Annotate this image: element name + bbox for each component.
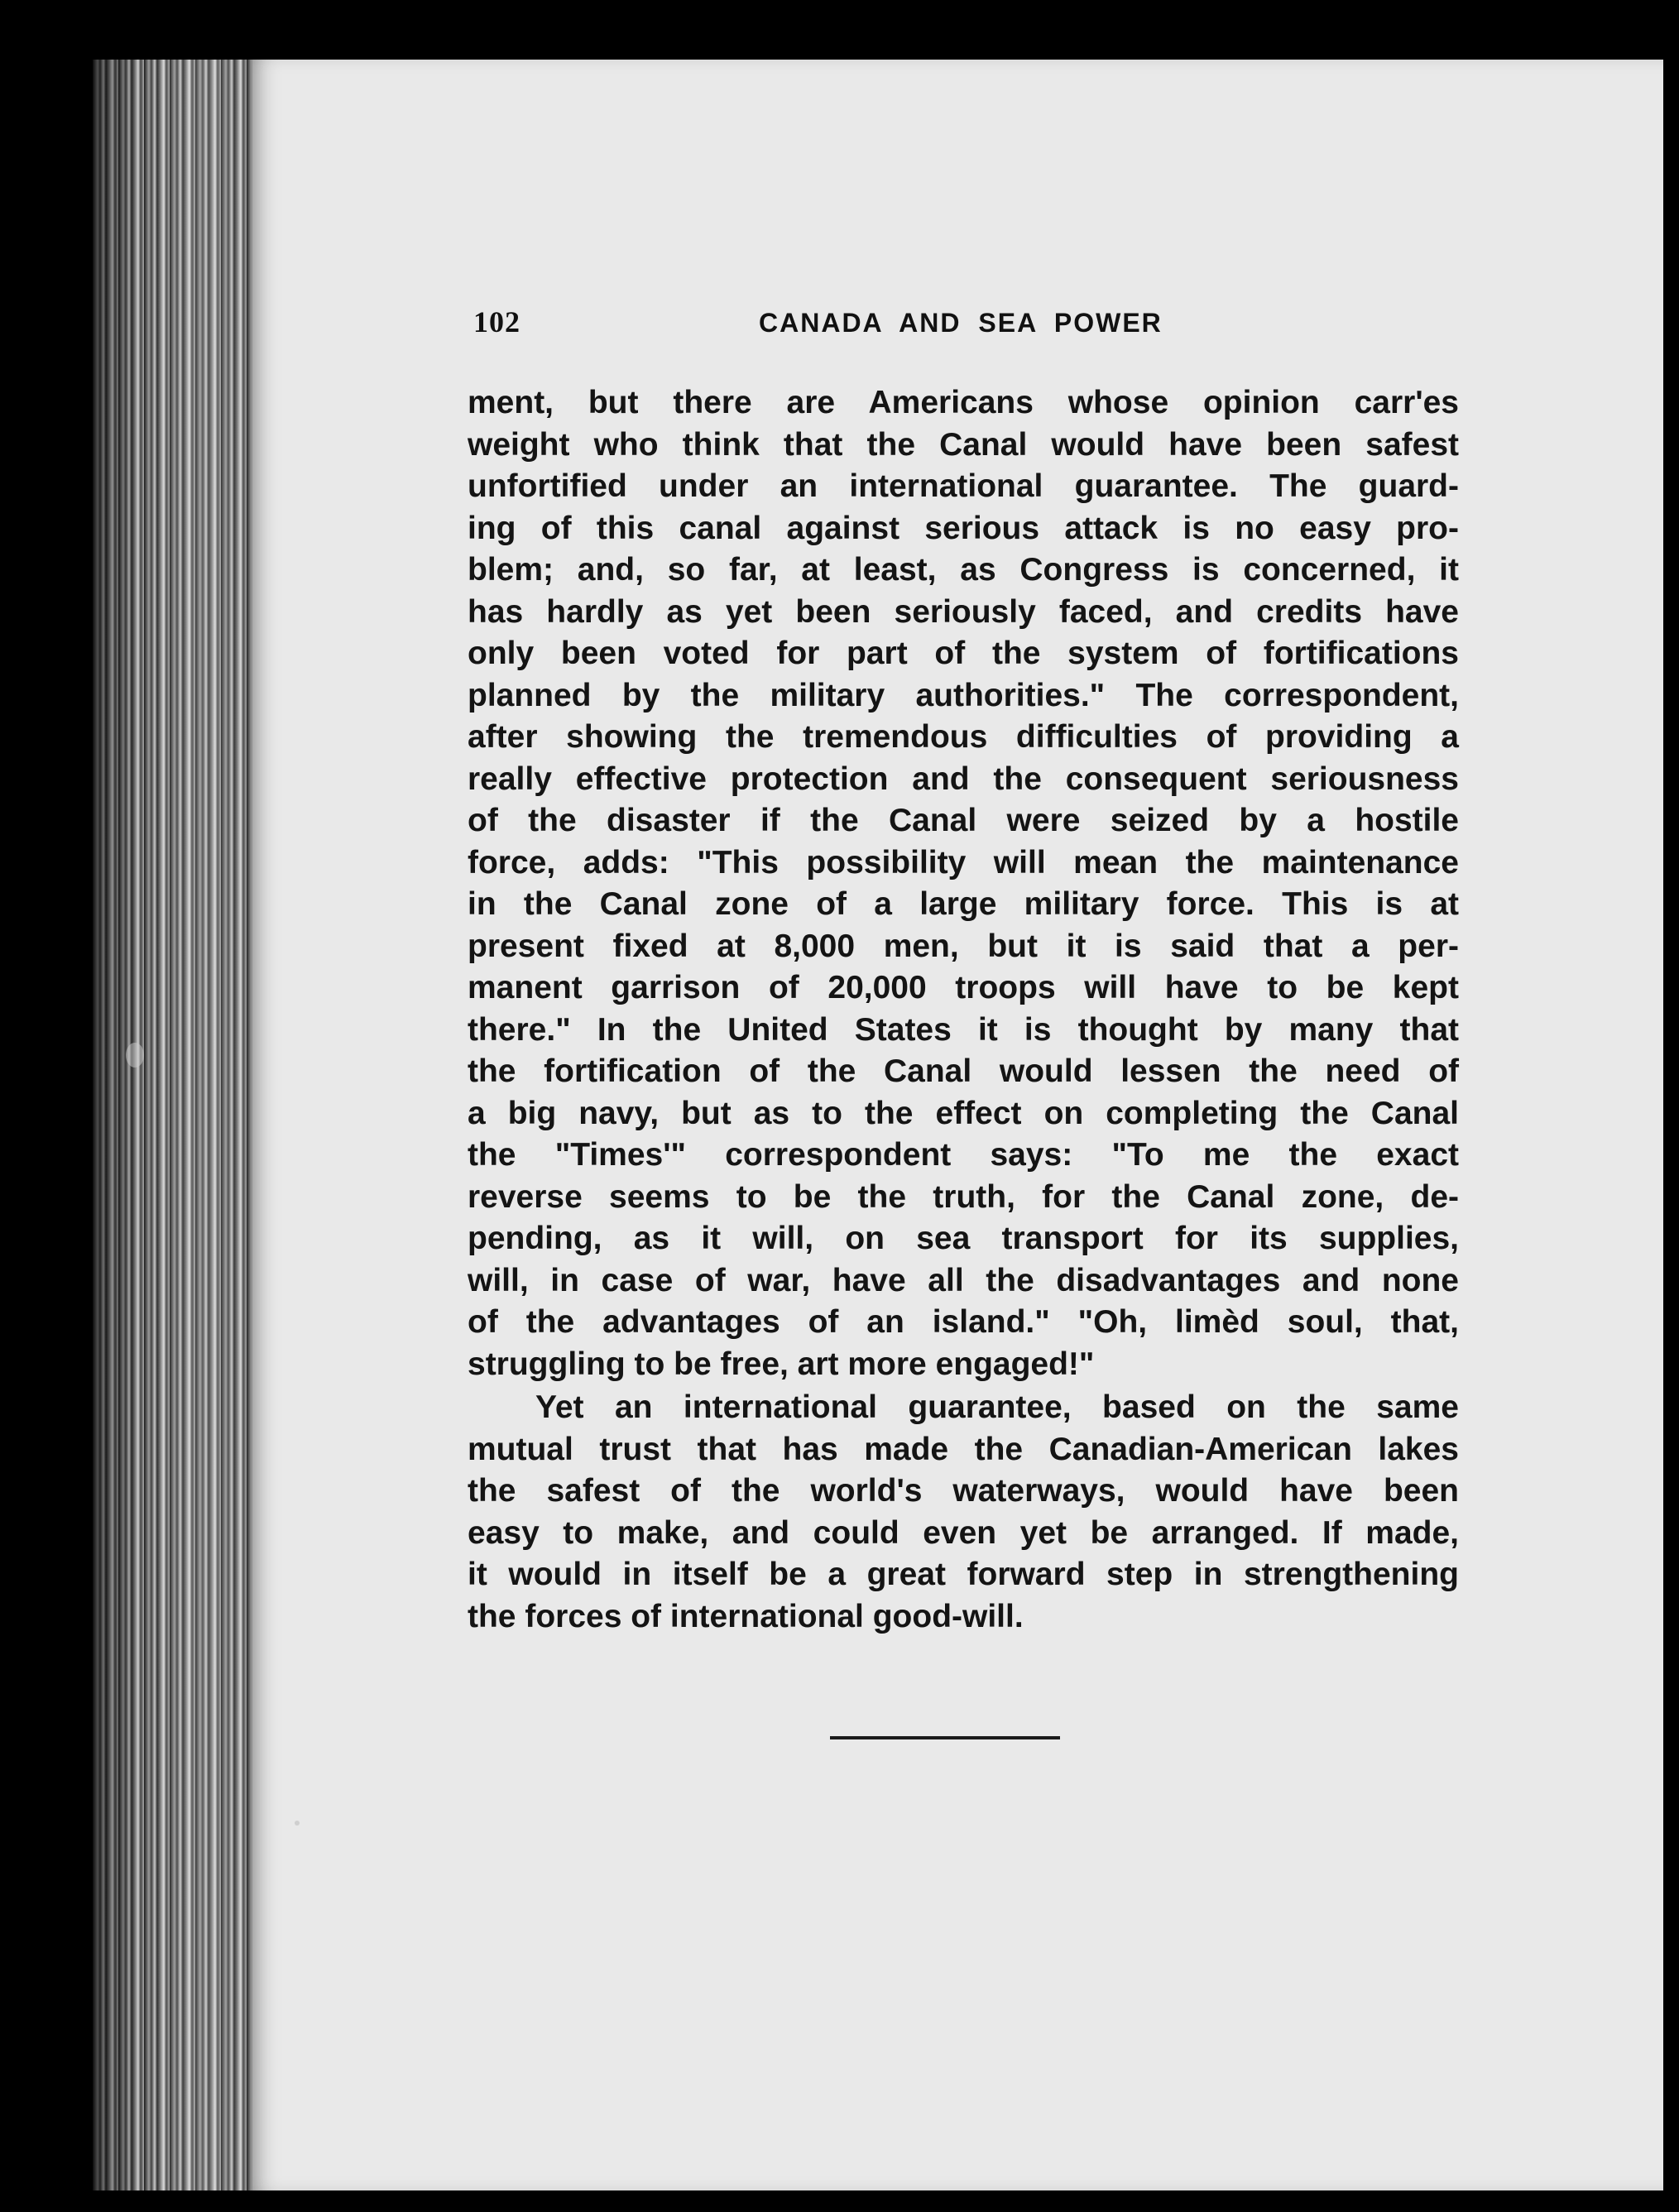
text-line: pending, as it will, on sea transport for its supplies,	[468, 1221, 1459, 1256]
text-line: the safest of the world's waterways, would have been	[468, 1473, 1459, 1509]
text-line: the forces of international good-will.	[468, 1598, 1024, 1634]
scan-speck	[295, 1821, 300, 1826]
body-text	[468, 382, 1459, 1638]
text-line: unfortified under an international guarantee. The guard-	[468, 468, 1459, 504]
page-edges-shading	[93, 60, 258, 2190]
text-line: ment, but there are Americans whose opinion carr'es	[468, 385, 1459, 420]
text-line: the "Times'" correspondent says: "To me the exact	[468, 1137, 1459, 1173]
text-line: mutual trust that has made the Canadian-American lakes	[468, 1431, 1459, 1467]
text-line: struggling to be free, art more engaged!"	[468, 1346, 1095, 1382]
text-line: present fixed at 8,000 men, but it is said that a per-	[468, 928, 1459, 964]
text-line: manent garrison of 20,000 troops will have to be kept	[468, 970, 1459, 1005]
page-header	[473, 305, 1301, 354]
running-head: CANADA AND SEA POWER	[759, 308, 1163, 338]
text-line: really effective protection and the consequent seriousness	[468, 761, 1459, 797]
text-line: in the Canal zone of a large military force. This is at	[468, 886, 1459, 922]
text-line: the fortification of the Canal would lessen the need of	[468, 1053, 1459, 1089]
paragraph	[468, 1387, 1459, 1638]
paragraph	[468, 382, 1459, 1385]
text-line: of the disaster if the Canal were seized by a hostile	[468, 803, 1459, 838]
text-line: blem; and, so far, at least, as Congress is concerned, it	[468, 552, 1459, 588]
text-line: will, in case of war, have all the disadvantages and none	[468, 1262, 1459, 1298]
scan-speck	[126, 1043, 144, 1068]
text-line: planned by the military authorities." The correspondent,	[468, 677, 1459, 713]
text-line: after showing the tremendous difficulties of providing a	[468, 719, 1459, 755]
text-line: easy to make, and could even yet be arranged. If made,	[468, 1514, 1459, 1551]
text-line: Yet an international guarantee, based on the same	[535, 1389, 1459, 1425]
text-line: has hardly as yet been seriously faced, and credits have	[468, 593, 1459, 630]
text-line: ing of this canal against serious attack is no easy pro-	[468, 510, 1459, 546]
page-number: 102	[473, 305, 520, 338]
text-line: a big navy, but as to the effect on completing the Canal	[468, 1095, 1459, 1131]
text-line: only been voted for part of the system of fortifications	[468, 636, 1459, 671]
text-line: force, adds: "This possibility will mean the maintenance	[468, 844, 1459, 880]
section-end-rule	[830, 1736, 1060, 1739]
text-line: of the advantages of an island." "Oh, limèd soul, that,	[468, 1304, 1459, 1340]
text-line: reverse seems to be the truth, for the Canal zone, de-	[468, 1178, 1459, 1215]
text-line: weight who think that the Canal would have been safest	[468, 426, 1459, 463]
text-line: it would in itself be a great forward step in strengthening	[468, 1557, 1459, 1592]
text-line: there." In the United States it is thought by many that	[468, 1011, 1459, 1048]
